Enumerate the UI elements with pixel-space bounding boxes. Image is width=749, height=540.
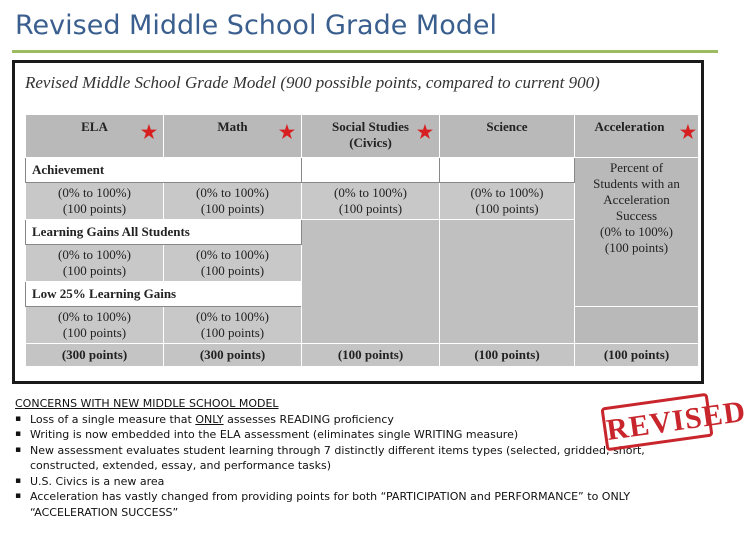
star-icon: ★ bbox=[140, 122, 157, 142]
header-label: Social Studies (Civics) bbox=[332, 119, 409, 150]
range-text: (0% to 100%) bbox=[334, 185, 407, 200]
range-text: (0% to 100%) bbox=[470, 185, 544, 200]
total-acceleration: (100 points) bbox=[575, 344, 699, 367]
row-label-low25: Low 25% Learning Gains bbox=[26, 282, 302, 307]
points-text: (100 points) bbox=[200, 263, 265, 278]
score-cell bbox=[26, 245, 164, 282]
header-label: ELA bbox=[81, 119, 108, 134]
list-item-text: Loss of a single measure that bbox=[30, 412, 196, 426]
score-cell bbox=[26, 307, 164, 344]
blank-cell bbox=[302, 220, 440, 344]
score-cell bbox=[164, 307, 302, 344]
acceleration-cell bbox=[575, 158, 699, 307]
table-header-row bbox=[26, 115, 699, 158]
table-row bbox=[26, 158, 699, 183]
star-icon: ★ bbox=[679, 122, 696, 142]
score-cell bbox=[164, 183, 302, 220]
blank-cell bbox=[575, 307, 699, 344]
figure-caption: Revised Middle School Grade Model (900 possible points, compared to current 900) bbox=[25, 73, 600, 92]
blank-cell bbox=[440, 158, 575, 183]
total-ela: (300 points) bbox=[26, 344, 164, 367]
header-acceleration bbox=[575, 115, 699, 158]
list-item: ▪ U.S. Civics is a new area bbox=[15, 474, 705, 490]
acceleration-text: Students with an bbox=[593, 176, 680, 191]
points-text: (100 points) bbox=[200, 201, 265, 216]
total-social-studies: (100 points) bbox=[302, 344, 440, 367]
row-label-achievement: Achievement bbox=[26, 158, 302, 183]
slide-title: Revised Middle School Grade Model bbox=[15, 10, 497, 41]
points-text: (100 points) bbox=[62, 201, 127, 216]
header-label: Science bbox=[486, 119, 528, 134]
title-underline bbox=[12, 50, 718, 53]
grade-model-table bbox=[25, 114, 699, 367]
star-icon: ★ bbox=[278, 122, 295, 142]
header-math bbox=[164, 115, 302, 158]
acceleration-text: Acceleration bbox=[603, 192, 670, 207]
header-ela bbox=[26, 115, 164, 158]
list-item: ▪ Acceleration has vastly changed from providing points for both “PARTICIPATION and PERFORMANCE” to ONLY “ACCELERATION SUCCESS” bbox=[15, 489, 705, 520]
header-label: Math bbox=[217, 119, 248, 134]
list-item-text: assesses READING proficiency bbox=[223, 412, 394, 426]
points-text: (100 points) bbox=[338, 201, 403, 216]
list-item: ▪ Writing is now embedded into the ELA assessment (eliminates single WRITING measure) bbox=[15, 427, 705, 443]
score-cell bbox=[302, 183, 440, 220]
totals-row bbox=[26, 344, 699, 367]
acceleration-text: Success bbox=[615, 208, 658, 223]
star-icon: ★ bbox=[416, 122, 433, 142]
header-science bbox=[440, 115, 575, 158]
score-cell bbox=[164, 245, 302, 282]
blank-cell bbox=[440, 220, 575, 344]
points-text: (100 points) bbox=[200, 325, 265, 340]
revised-stamp: REVISED bbox=[600, 393, 713, 452]
emphasis-text: ONLY bbox=[195, 412, 224, 426]
range-text: (0% to 100%) bbox=[58, 247, 131, 262]
total-science: (100 points) bbox=[440, 344, 575, 367]
range-text: (0% to 100%) bbox=[196, 309, 269, 324]
points-text: (100 points) bbox=[475, 201, 539, 216]
concerns-heading: CONCERNS WITH NEW MIDDLE SCHOOL MODEL bbox=[15, 397, 279, 410]
acceleration-text: (0% to 100%) bbox=[600, 224, 673, 239]
range-text: (0% to 100%) bbox=[196, 247, 269, 262]
range-text: (0% to 100%) bbox=[58, 309, 131, 324]
acceleration-text: Percent of bbox=[609, 160, 664, 175]
range-text: (0% to 100%) bbox=[196, 185, 269, 200]
list-item: ▪ New assessment evaluates student learning through 7 distinctly different items types (selected, gridded, short, constructed, extended, essay, and performance tasks) bbox=[15, 443, 705, 474]
blank-cell bbox=[302, 158, 440, 183]
header-social-studies bbox=[302, 115, 440, 158]
range-text: (0% to 100%) bbox=[58, 185, 131, 200]
score-cell bbox=[440, 183, 575, 220]
concerns-list bbox=[15, 412, 705, 521]
points-text: (100 points) bbox=[62, 325, 127, 340]
header-label: Acceleration bbox=[594, 119, 665, 134]
grade-model-figure bbox=[12, 60, 704, 384]
total-math: (300 points) bbox=[164, 344, 302, 367]
row-label-learning-gains: Learning Gains All Students bbox=[26, 220, 302, 245]
score-cell bbox=[26, 183, 164, 220]
acceleration-text: (100 points) bbox=[604, 240, 669, 255]
points-text: (100 points) bbox=[62, 263, 127, 278]
